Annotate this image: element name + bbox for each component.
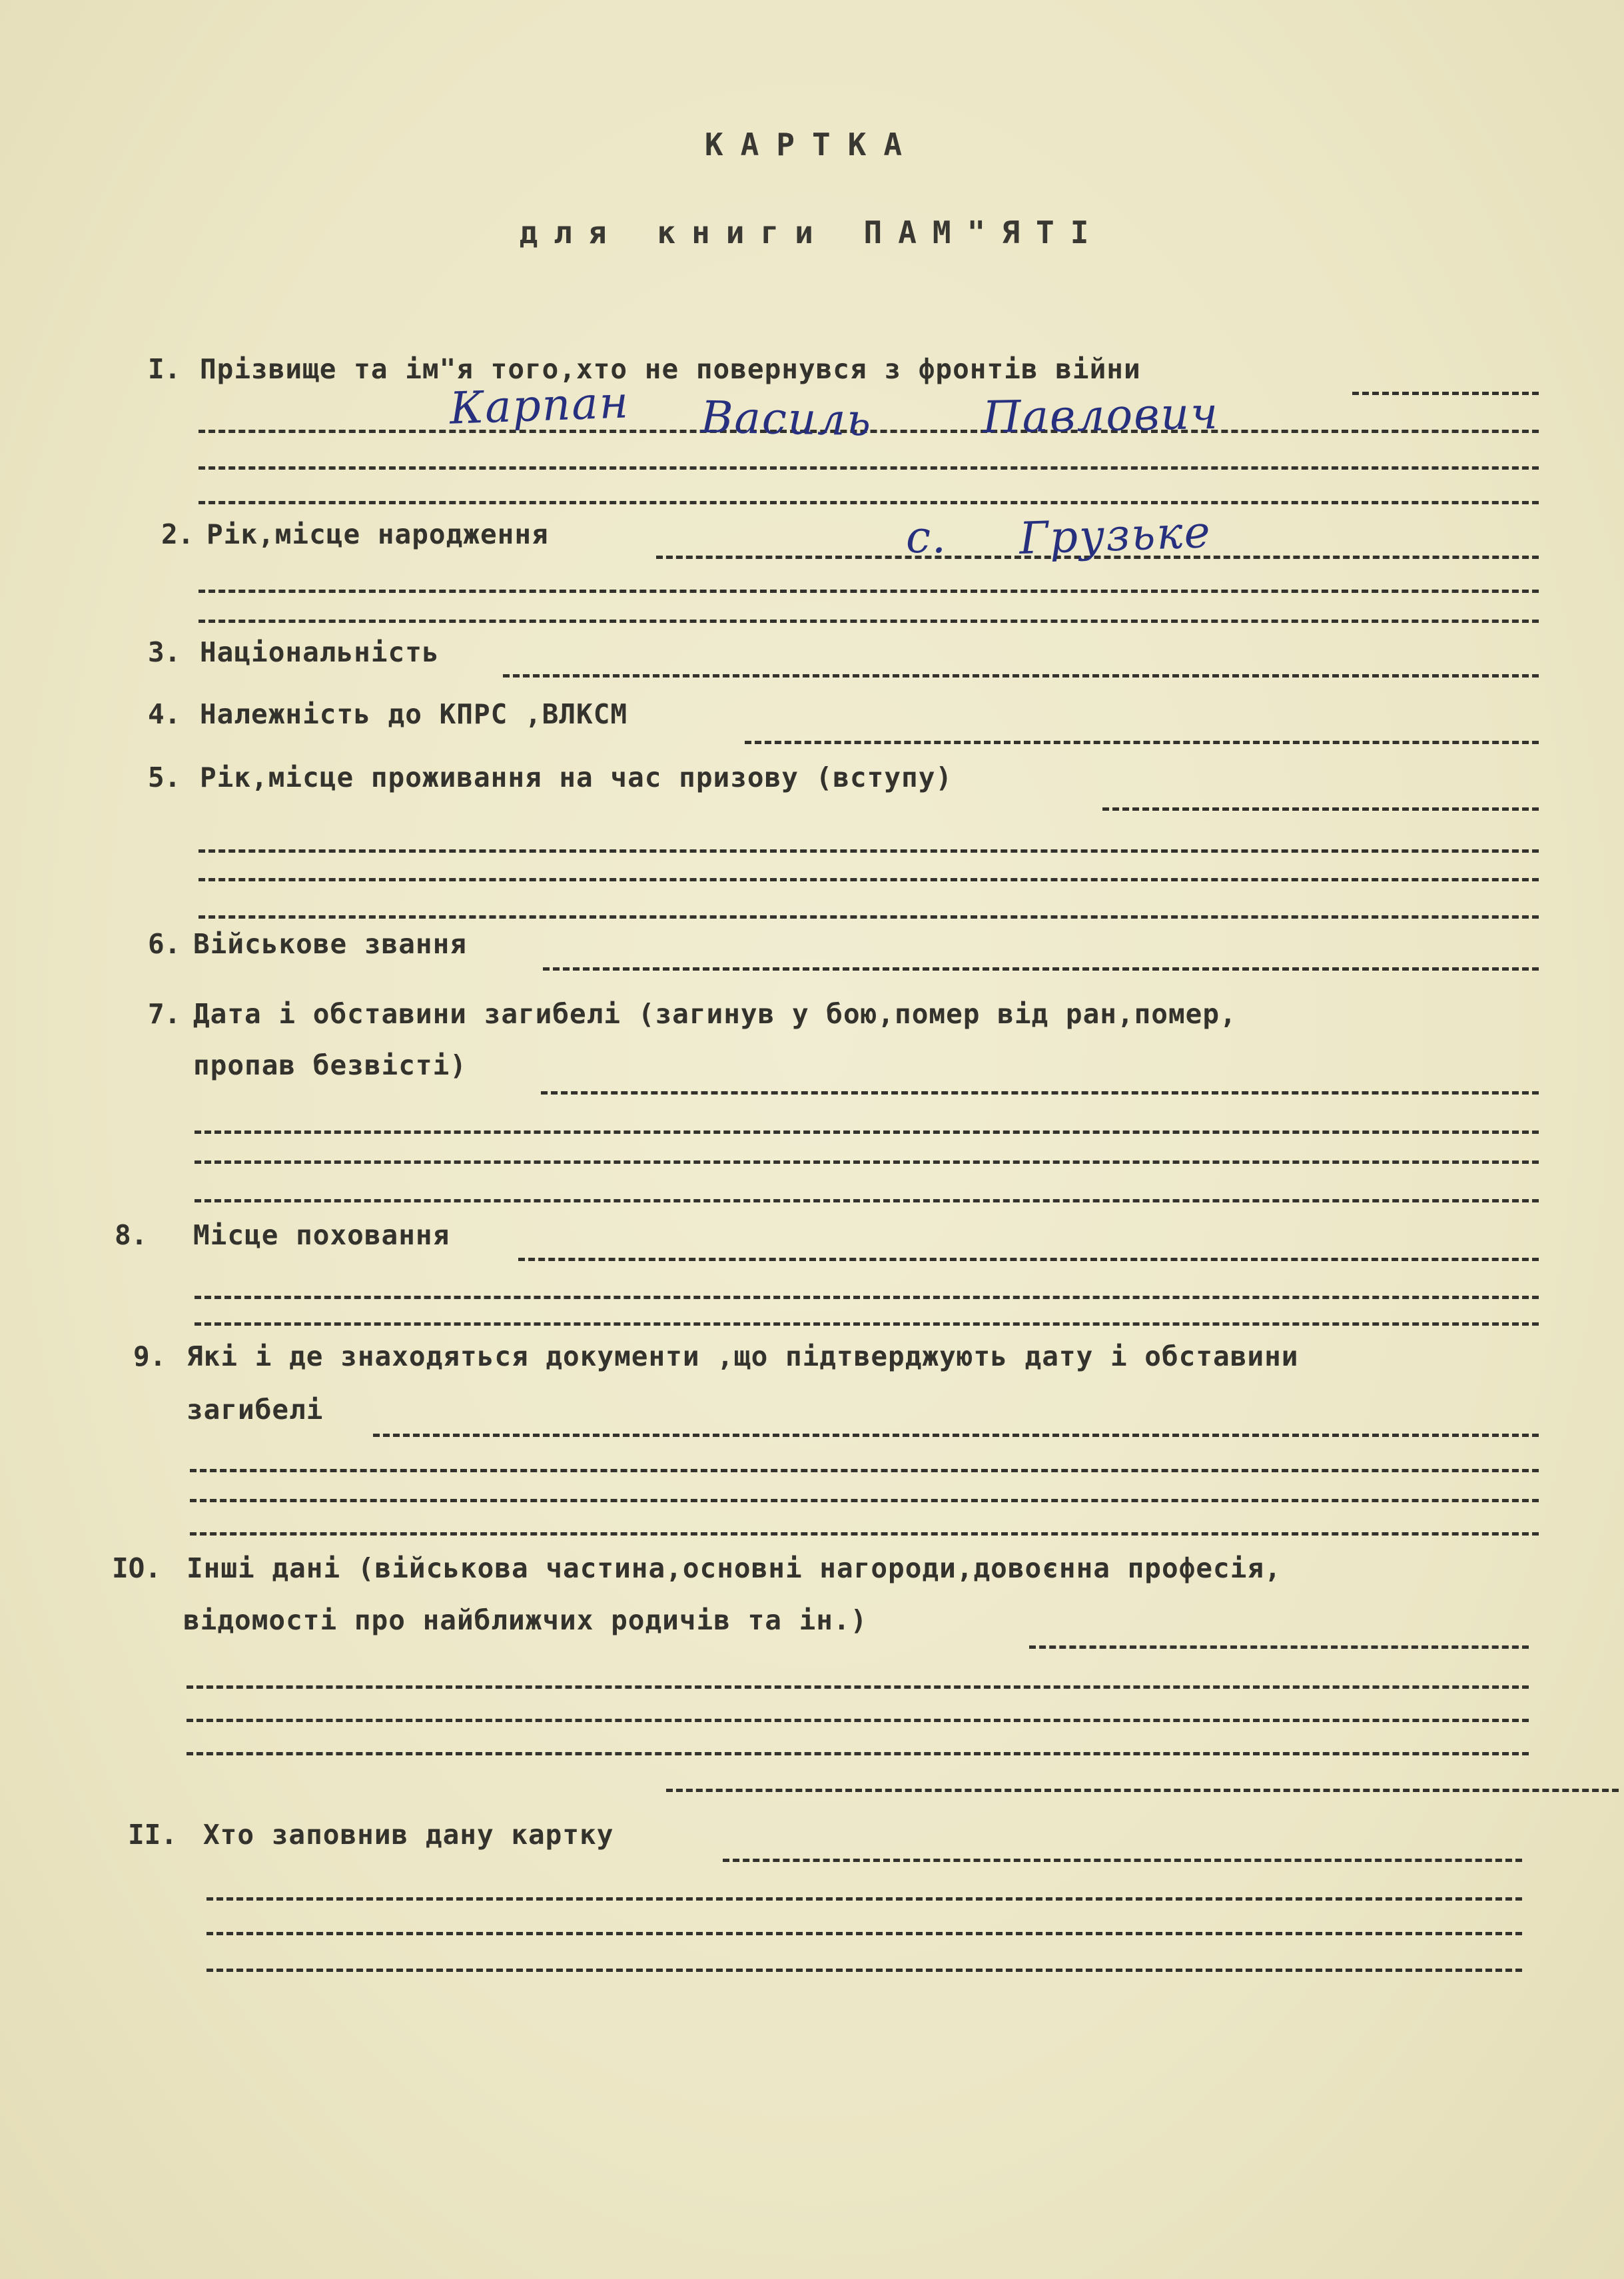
field-9-number: 9. [133,1340,167,1372]
field-1-label: Прізвище та ім"я того,хто не повернувся з фронтів війни [200,353,1141,385]
field-1-line [199,466,1539,470]
field-2-number: 2. [161,518,195,550]
field-10-line [187,1752,1529,1755]
field-3-label: Національність [200,636,440,668]
field-5-line [199,915,1539,919]
field-9-line [190,1469,1539,1472]
field-2-label: Рік,місце народження [206,518,549,550]
field-5-number: 5. [148,761,181,793]
field-8-number: 8. [115,1219,148,1251]
field-6-number: 6. [148,928,181,960]
field-6-label: Військове звання [193,928,467,960]
field-11-label: Хто заповнив дану картку [203,1819,614,1851]
card-title: КАРТКА [704,127,920,163]
handwritten-surname: Карпан [448,376,631,434]
field-10-line-extended [666,1789,1619,1792]
field-1-line [1352,392,1539,395]
field-4-number: 4. [148,698,181,730]
field-11-line [206,1969,1522,1972]
card-subtitle: для книги ПАМ"ЯТІ [519,215,1105,250]
field-7-number: 7. [148,998,181,1030]
field-11-line [723,1859,1522,1862]
field-10-label-line1: Інші дані (військова частина,основні нагороди,довоєнна професія, [187,1552,1282,1584]
field-4-line [745,741,1539,744]
field-1-number: I. [148,353,181,385]
field-8-line [518,1258,1539,1261]
field-3-line [503,674,1539,678]
field-2-line [199,620,1539,623]
handwritten-patronymic: Павлович [982,387,1220,444]
field-7-line [195,1131,1539,1134]
field-11-line [206,1897,1522,1901]
field-10-label-line2: відомості про найближчих родичів та ін.) [183,1604,868,1636]
field-2-line [199,590,1539,593]
field-5-line [1102,807,1539,811]
field-1-line [199,501,1539,504]
field-8-line [195,1296,1539,1299]
field-4-label: Належність до КПРС ,ВЛКСМ [200,698,628,730]
field-11-number: II. [128,1819,178,1851]
field-3-number: 3. [148,636,181,668]
field-5-line [199,878,1539,881]
field-5-label: Рік,місце проживання на час призову (вступу) [200,761,953,793]
field-5-line [199,849,1539,853]
field-9-label-line1: Які і де знаходяться документи ,що підтверджують дату і обставини [187,1340,1299,1372]
field-7-label-line2: пропав безвісті) [193,1049,467,1081]
field-9-line [190,1532,1539,1536]
field-7-line [195,1199,1539,1202]
field-9-label-line2: загибелі [187,1394,324,1426]
field-9-line [190,1499,1539,1502]
field-10-line [187,1719,1529,1722]
field-10-number: IO. [112,1552,162,1584]
field-7-label-line1: Дата і обставини загибелі (загинув у бою,помер від ран,помер, [193,998,1237,1030]
handwritten-birthplace: Грузьке [1018,506,1212,565]
field-8-line [195,1322,1539,1326]
field-9-line [373,1434,1539,1437]
handwritten-village-prefix: с. [906,512,947,563]
field-8-label: Місце поховання [193,1219,450,1251]
field-7-line [541,1091,1539,1095]
field-7-line [195,1160,1539,1164]
field-11-line [206,1932,1522,1935]
field-6-line [543,967,1539,971]
field-10-line [187,1685,1529,1689]
field-10-line [1029,1645,1529,1649]
handwritten-first-name: Василь [700,391,873,446]
